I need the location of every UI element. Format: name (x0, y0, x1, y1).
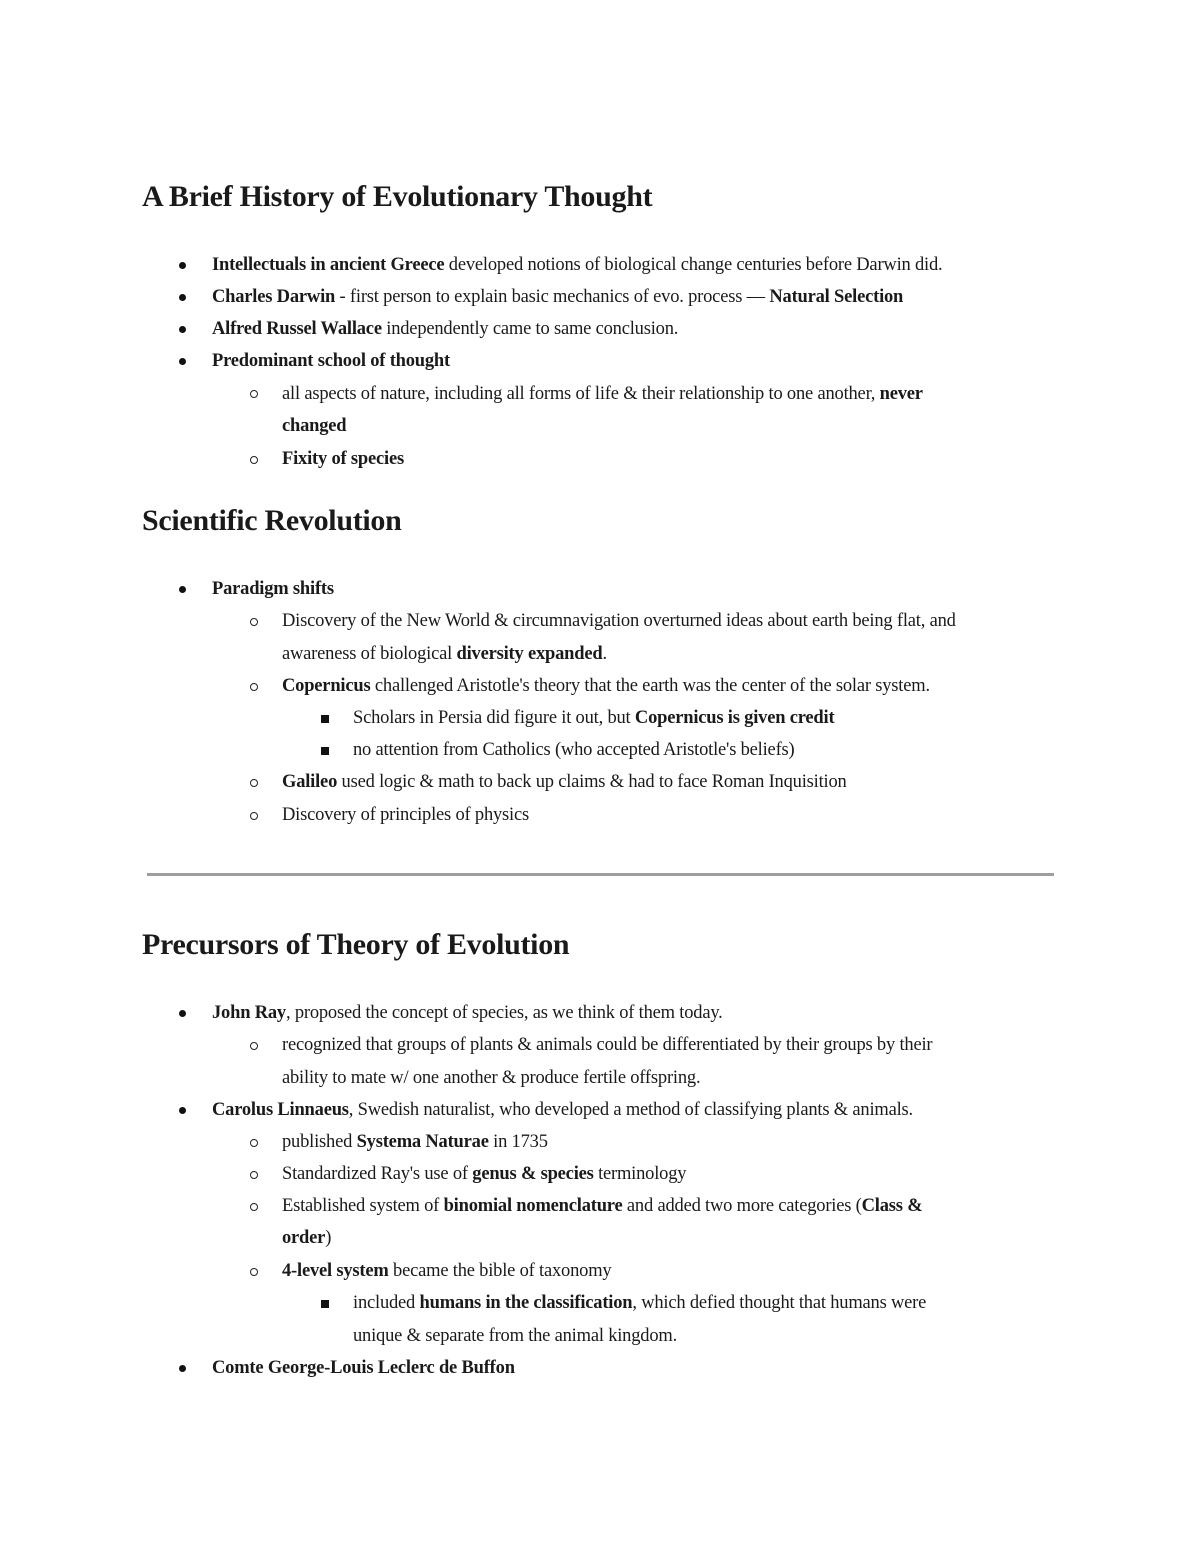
hollow-bullet-icon (250, 1203, 258, 1211)
hollow-bullet-icon (250, 1268, 258, 1276)
list-item: no attention from Catholics (who accepted Aristotle's beliefs) (353, 740, 795, 760)
section-title: A Brief History of Evolutionary Thought (142, 180, 653, 213)
list-item: Established system of binomial nomenclature and added two more categories (Class & (282, 1196, 923, 1216)
list-item: Discovery of the New World & circumnavigation overturned ideas about earth being flat, and (282, 611, 956, 631)
list-item: John Ray, proposed the concept of species, as we think of them today. (212, 1003, 723, 1023)
list-item: Alfred Russel Wallace independently came to same conclusion. (212, 319, 679, 339)
square-bullet-icon (321, 715, 329, 723)
list-item: Standardized Ray's use of genus & species terminology (282, 1164, 687, 1184)
list-item: 4-level system became the bible of taxonomy (282, 1261, 612, 1281)
hollow-bullet-icon (250, 1139, 258, 1147)
bullet-icon (179, 358, 186, 365)
list-item: published Systema Naturae in 1735 (282, 1132, 548, 1152)
list-item: Predominant school of thought (212, 351, 450, 371)
section-title: Precursors of Theory of Evolution (142, 928, 570, 961)
list-item: Galileo used logic & math to back up claims & had to face Roman Inquisition (282, 772, 847, 792)
list-item: Intellectuals in ancient Greece developed notions of biological change centuries before Darwin did. (212, 255, 943, 275)
hollow-bullet-icon (250, 683, 258, 691)
bullet-icon (179, 326, 186, 333)
bullet-icon (179, 586, 186, 593)
hollow-bullet-icon (250, 779, 258, 787)
hollow-bullet-icon (250, 456, 258, 464)
bullet-icon (179, 1010, 186, 1017)
bullet-icon (179, 294, 186, 301)
list-item-continuation: awareness of biological diversity expanded. (282, 644, 607, 664)
hollow-bullet-icon (250, 812, 258, 820)
hollow-bullet-icon (250, 390, 258, 398)
list-item: all aspects of nature, including all forms of life & their relationship to one another, never (282, 384, 923, 404)
list-item-continuation: order) (282, 1228, 332, 1248)
list-item: Comte George-Louis Leclerc de Buffon (212, 1358, 515, 1378)
list-item: Fixity of species (282, 449, 404, 469)
bullet-icon (179, 1107, 186, 1114)
bullet-icon (179, 262, 186, 269)
bullet-icon (179, 1365, 186, 1372)
hollow-bullet-icon (250, 1042, 258, 1050)
list-item: Copernicus challenged Aristotle's theory that the earth was the center of the solar system. (282, 676, 930, 696)
list-item-continuation: unique & separate from the animal kingdom. (353, 1326, 677, 1346)
section-title: Scientific Revolution (142, 504, 402, 537)
list-item-continuation: ability to mate w/ one another & produce fertile offspring. (282, 1068, 701, 1088)
square-bullet-icon (321, 1300, 329, 1308)
horizontal-divider (147, 873, 1054, 876)
list-item: Charles Darwin - first person to explain basic mechanics of evo. process — Natural Selection (212, 287, 904, 307)
hollow-bullet-icon (250, 1171, 258, 1179)
list-item: Scholars in Persia did figure it out, but Copernicus is given credit (353, 708, 835, 728)
hollow-bullet-icon (250, 618, 258, 626)
list-item-continuation: changed (282, 416, 347, 436)
list-item: Carolus Linnaeus, Swedish naturalist, who developed a method of classifying plants & animals. (212, 1100, 913, 1120)
list-item: Discovery of principles of physics (282, 805, 530, 825)
square-bullet-icon (321, 747, 329, 755)
list-item: included humans in the classification, which defied thought that humans were (353, 1293, 927, 1313)
list-item: Paradigm shifts (212, 579, 334, 599)
list-item: recognized that groups of plants & animals could be differentiated by their groups by their (282, 1035, 933, 1055)
